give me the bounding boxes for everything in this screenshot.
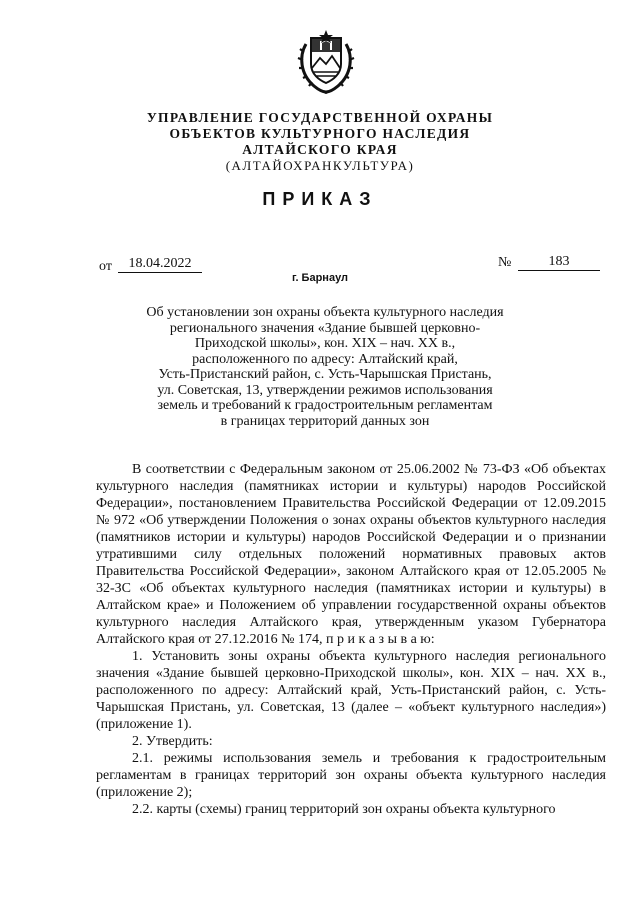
subject-line: регионального значения «Здание бывшей церковно-: [169, 320, 481, 336]
document-date: 18.04.2022: [118, 255, 202, 273]
subject-line: Приходской школы», кон. XIX – нач. XX в.,: [194, 336, 456, 351]
body-paragraph-preamble: В соответствии с Федеральным законом от 25.06.2002 № 73-ФЗ «Об объектах культурного наследия (памятниках истории и культуры) народов Российской Федерации», постановлением Правительства Российской Федерации от 12.09.2015 № 972 «Об утверждении Положения о зонах охраны объектов культурного наследия (памятников истории и культуры) народов Российской Федерации и о признании утратившими силу отдельных положений нормативных правовых актов Правительства Российской Федерации», законом Алтайского края от 12.05.2005 № 32-ЗС «Об объектах культурного наследия (памятниках истории и культуры) в Алтайском крае» и Положением об управлении государственной охраны объектов культурного наследия Алтайского края, утвержденным указом Губернатора Алтайского края от 27.12.2016 № 174, п р и к а з ы в а ю:: [96, 462, 606, 647]
body-paragraph-item-2-1: 2.1. режимы использования земель и требования к градостроительным регламентам в границах территорий зон охраны объекта культурного наследия (приложение 2);: [96, 751, 606, 800]
document-subject: [130, 305, 520, 429]
document-type-title: ПРИКАЗ: [262, 189, 378, 209]
org-name-line-3: АЛТАЙСКОГО КРАЯ: [242, 142, 398, 157]
subject-line: земель и требований к градостроительным регламентам: [157, 398, 493, 413]
subject-line: расположенного по адресу: Алтайский край,: [192, 351, 458, 367]
city: г. Барнаул: [291, 272, 349, 284]
body-paragraph-item-2: 2. Утвердить:: [132, 734, 213, 749]
document-body: [96, 461, 606, 818]
subject-line: в границах территорий данных зон: [220, 413, 430, 429]
org-name-line-2: ОБЪЕКТОВ КУЛЬТУРНОГО НАСЛЕДИЯ: [169, 126, 471, 141]
org-name-line-1: УПРАВЛЕНИЕ ГОСУДАРСТВЕННОЙ ОХРАНЫ: [146, 110, 494, 125]
number-label: №: [498, 255, 512, 270]
subject-line: Об установлении зон охраны объекта культурного наследия: [146, 305, 504, 320]
subject-line: ул. Советская, 13, утверждении режимов использования: [157, 382, 493, 398]
body-paragraph-item-1: 1. Установить зоны охраны объекта культурного наследия регионального значения «Здание бывшей церковно-Приходской школы», кон. XIX – нач. XX в., расположенного по адресу: Алтайский край, Усть-Пристанский район, с. Усть-Чарышская Пристань, ул. Советская, 13 (далее – «объект культурного наследия») (приложение 1).: [96, 649, 606, 732]
org-short-name: (АЛТАЙОХРАНКУЛЬТУРА): [225, 158, 415, 173]
date-label: от: [99, 259, 112, 274]
subject-line: Усть-Пристанский район, с. Усть-Чарышская Пристань,: [158, 367, 492, 382]
body-paragraph-item-2-2: 2.2. карты (схемы) границ территорий зон охраны объекта культурного: [132, 802, 556, 817]
document-number: 183: [518, 253, 600, 271]
coat-of-arms-icon: [296, 28, 356, 94]
